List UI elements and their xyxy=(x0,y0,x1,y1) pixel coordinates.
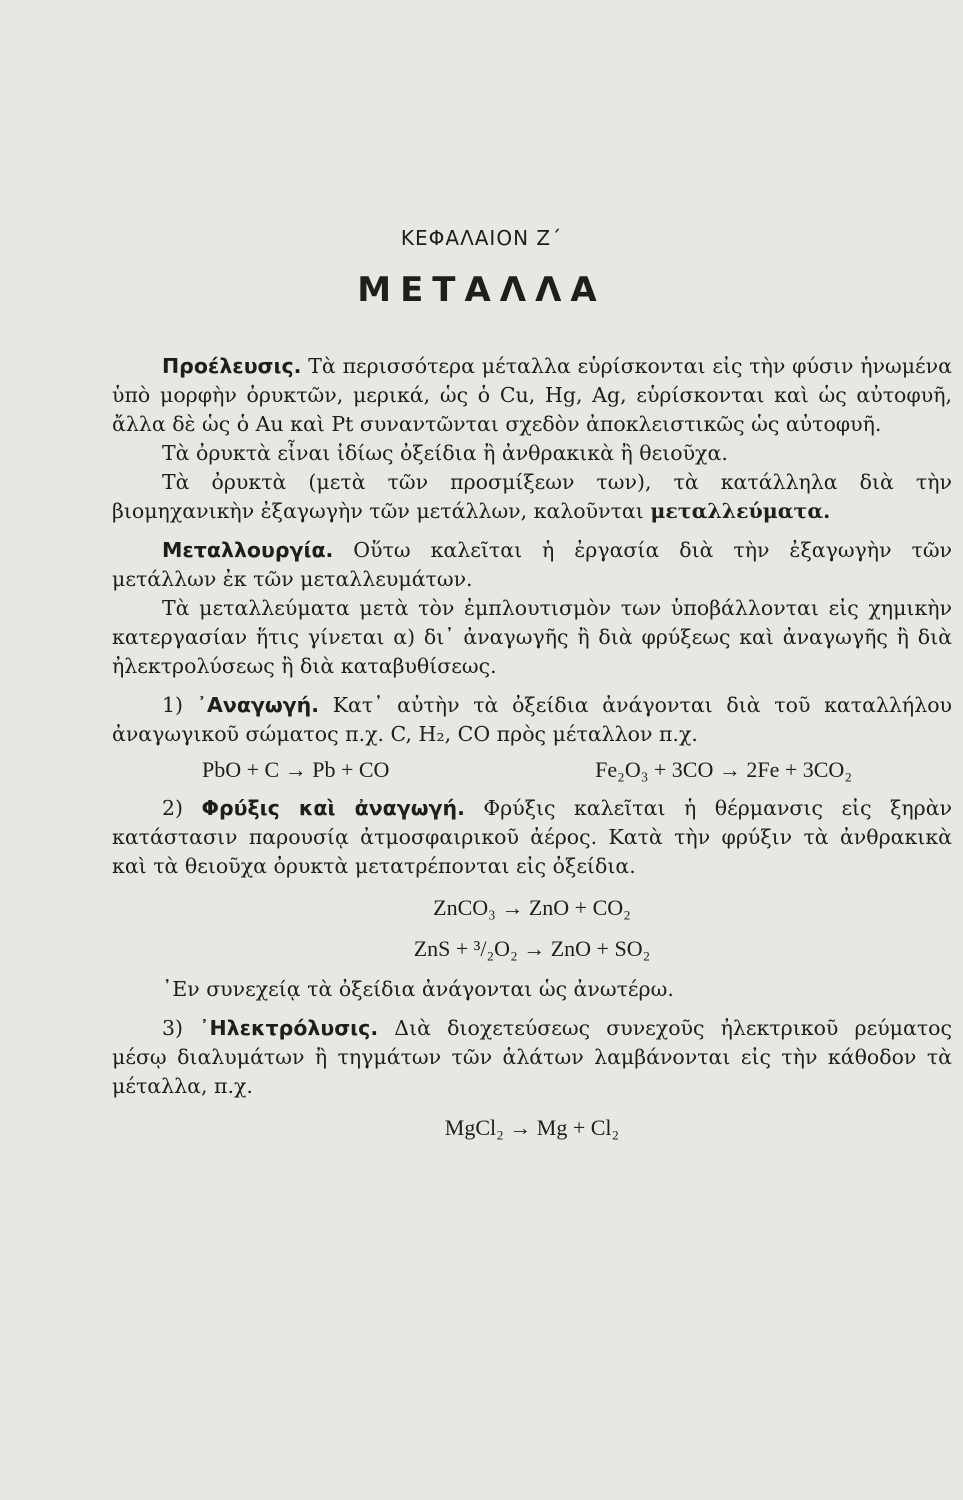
reduction-text: Κατ᾽ αὐτὴν τὰ ὀξείδια ἀνάγονται διὰ τοῦ καταλλήλου ἀναγωγικοῦ σώματος π.χ. C, H₂, CO πρὸς μέταλλον π.χ. xyxy=(112,693,953,746)
equation-lead-oxide: PbO + C → Pb + CO xyxy=(202,757,390,782)
chapter-title: ΜΕΤΑΛΛΑ xyxy=(357,270,606,310)
ores-term: μεταλλεύματα. xyxy=(650,499,831,523)
metallurgy-text: Οὕτω καλεῖται ἡ ἐργασία διὰ τὴν ἐξαγωγὴν τῶν μετάλλων ἐκ τῶν μεταλλευμάτων. xyxy=(112,538,952,591)
equation-row-1 xyxy=(112,755,952,784)
equation-iron-oxide: Fe₂O₃ + 3CO → 2Fe + 3CO₂ xyxy=(595,757,852,782)
electrolysis-heading: ᾽Ηλεκτρόλυσις. xyxy=(199,1016,379,1040)
roasting-text: Φρύξις καλεῖται ἡ θέρμανσις εἰς ξηρὰν κατάστασιν παρουσίᾳ ἀτμοσφαιρικοῦ ἀέρος. Κατὰ τὴν φρύξιν τὰ ἀνθρακικὰ καὶ τὰ θειοῦχα ὀρυκτὰ μετατρέπονται εἰς ὀξείδια. xyxy=(112,796,953,878)
electrolysis-number: 3) xyxy=(162,1016,200,1040)
equation-zinc-sulfide: ZnS + ³/₂O₂ → ZnO + SO₂ xyxy=(413,936,651,961)
origin-heading: Προέλευσις. xyxy=(162,354,302,378)
equation-magnesium-chloride: MgCl₂ → Mg + Cl₂ xyxy=(444,1115,620,1140)
electrolysis-text: Διὰ διοχετεύσεως συνεχοῦς ἠλεκτρικοῦ ρεύματος μέσῳ διαλυμάτων ἢ τηγμάτων τῶν ἁλάτων λαμβάνονται εἰς τὴν κάθοδον τὰ μέταλλα, π.χ. xyxy=(112,1016,953,1098)
reduction-number: 1) xyxy=(162,693,197,717)
paragraph-processing xyxy=(112,594,952,681)
paragraph-reduction xyxy=(112,691,952,749)
paragraph-minerals xyxy=(112,439,952,468)
continuation-text: ᾽Εν συνεχείᾳ τὰ ὀξείδια ἀνάγονται ὡς ἀνωτέρω. xyxy=(162,977,674,1001)
paragraph-roasting xyxy=(112,794,952,881)
origin-text: Τὰ περισσότερα μέταλλα εὑρίσκονται εἰς τὴν φύσιν ἡνωμένα ὑπὸ μορφὴν ὀρυκτῶν, μερικά, ὡς ὁ Cu, Hg, Ag, εὑρίσκονται καὶ ὡς αὐτοφυῆ, ἄλλα δὲ ὡς ὁ Au καὶ Pt συναντῶνται σχεδὸν ἀποκλειστικῶς ὡς αὐτοφυῆ. xyxy=(112,354,952,436)
page-body xyxy=(112,352,952,1154)
processing-text: Τὰ μεταλλεύματα μετὰ τὸν ἐμπλουτισμὸν των ὑποβάλλονται εἰς χημικὴν κατεργασίαν ἥτις γίνεται α) δι᾽ ἀναγωγῆς ἢ διὰ φρύξεως καὶ ἀναγωγῆς ἢ διὰ ἠλεκτρολύσεως ἢ διὰ καταβυθίσεως. xyxy=(112,596,952,678)
paragraph-electrolysis xyxy=(112,1014,952,1101)
roasting-heading: Φρύξις καὶ ἀναγωγή. xyxy=(201,796,465,820)
chapter-label: ΚΕΦΑΛΑΙΟΝ Ζ΄ xyxy=(400,226,563,250)
paragraph-ores xyxy=(112,468,952,526)
metallurgy-heading: Μεταλλουργία. xyxy=(162,538,334,562)
paragraph-metallurgy xyxy=(112,536,952,594)
reduction-heading: ᾽Αναγωγή. xyxy=(196,693,320,717)
minerals-text: Τὰ ὀρυκτὰ εἶναι ἰδίως ὀξείδια ἢ ἀνθρακικὰ ἢ θειοῦχα. xyxy=(162,441,728,465)
paragraph-continuation xyxy=(112,975,952,1004)
paragraph-origin xyxy=(112,352,952,439)
roasting-number: 2) xyxy=(162,796,202,820)
ores-text: Τὰ ὀρυκτὰ (μετὰ τῶν προσμίξεων των), τὰ κατάλληλα διὰ τὴν βιομηχανικὴν ἐξαγωγὴν τῶν μετάλλων, καλοῦνται xyxy=(112,470,952,523)
equation-zinc-carbonate: ZnCO₃ → ZnO + CO₂ xyxy=(433,895,631,920)
